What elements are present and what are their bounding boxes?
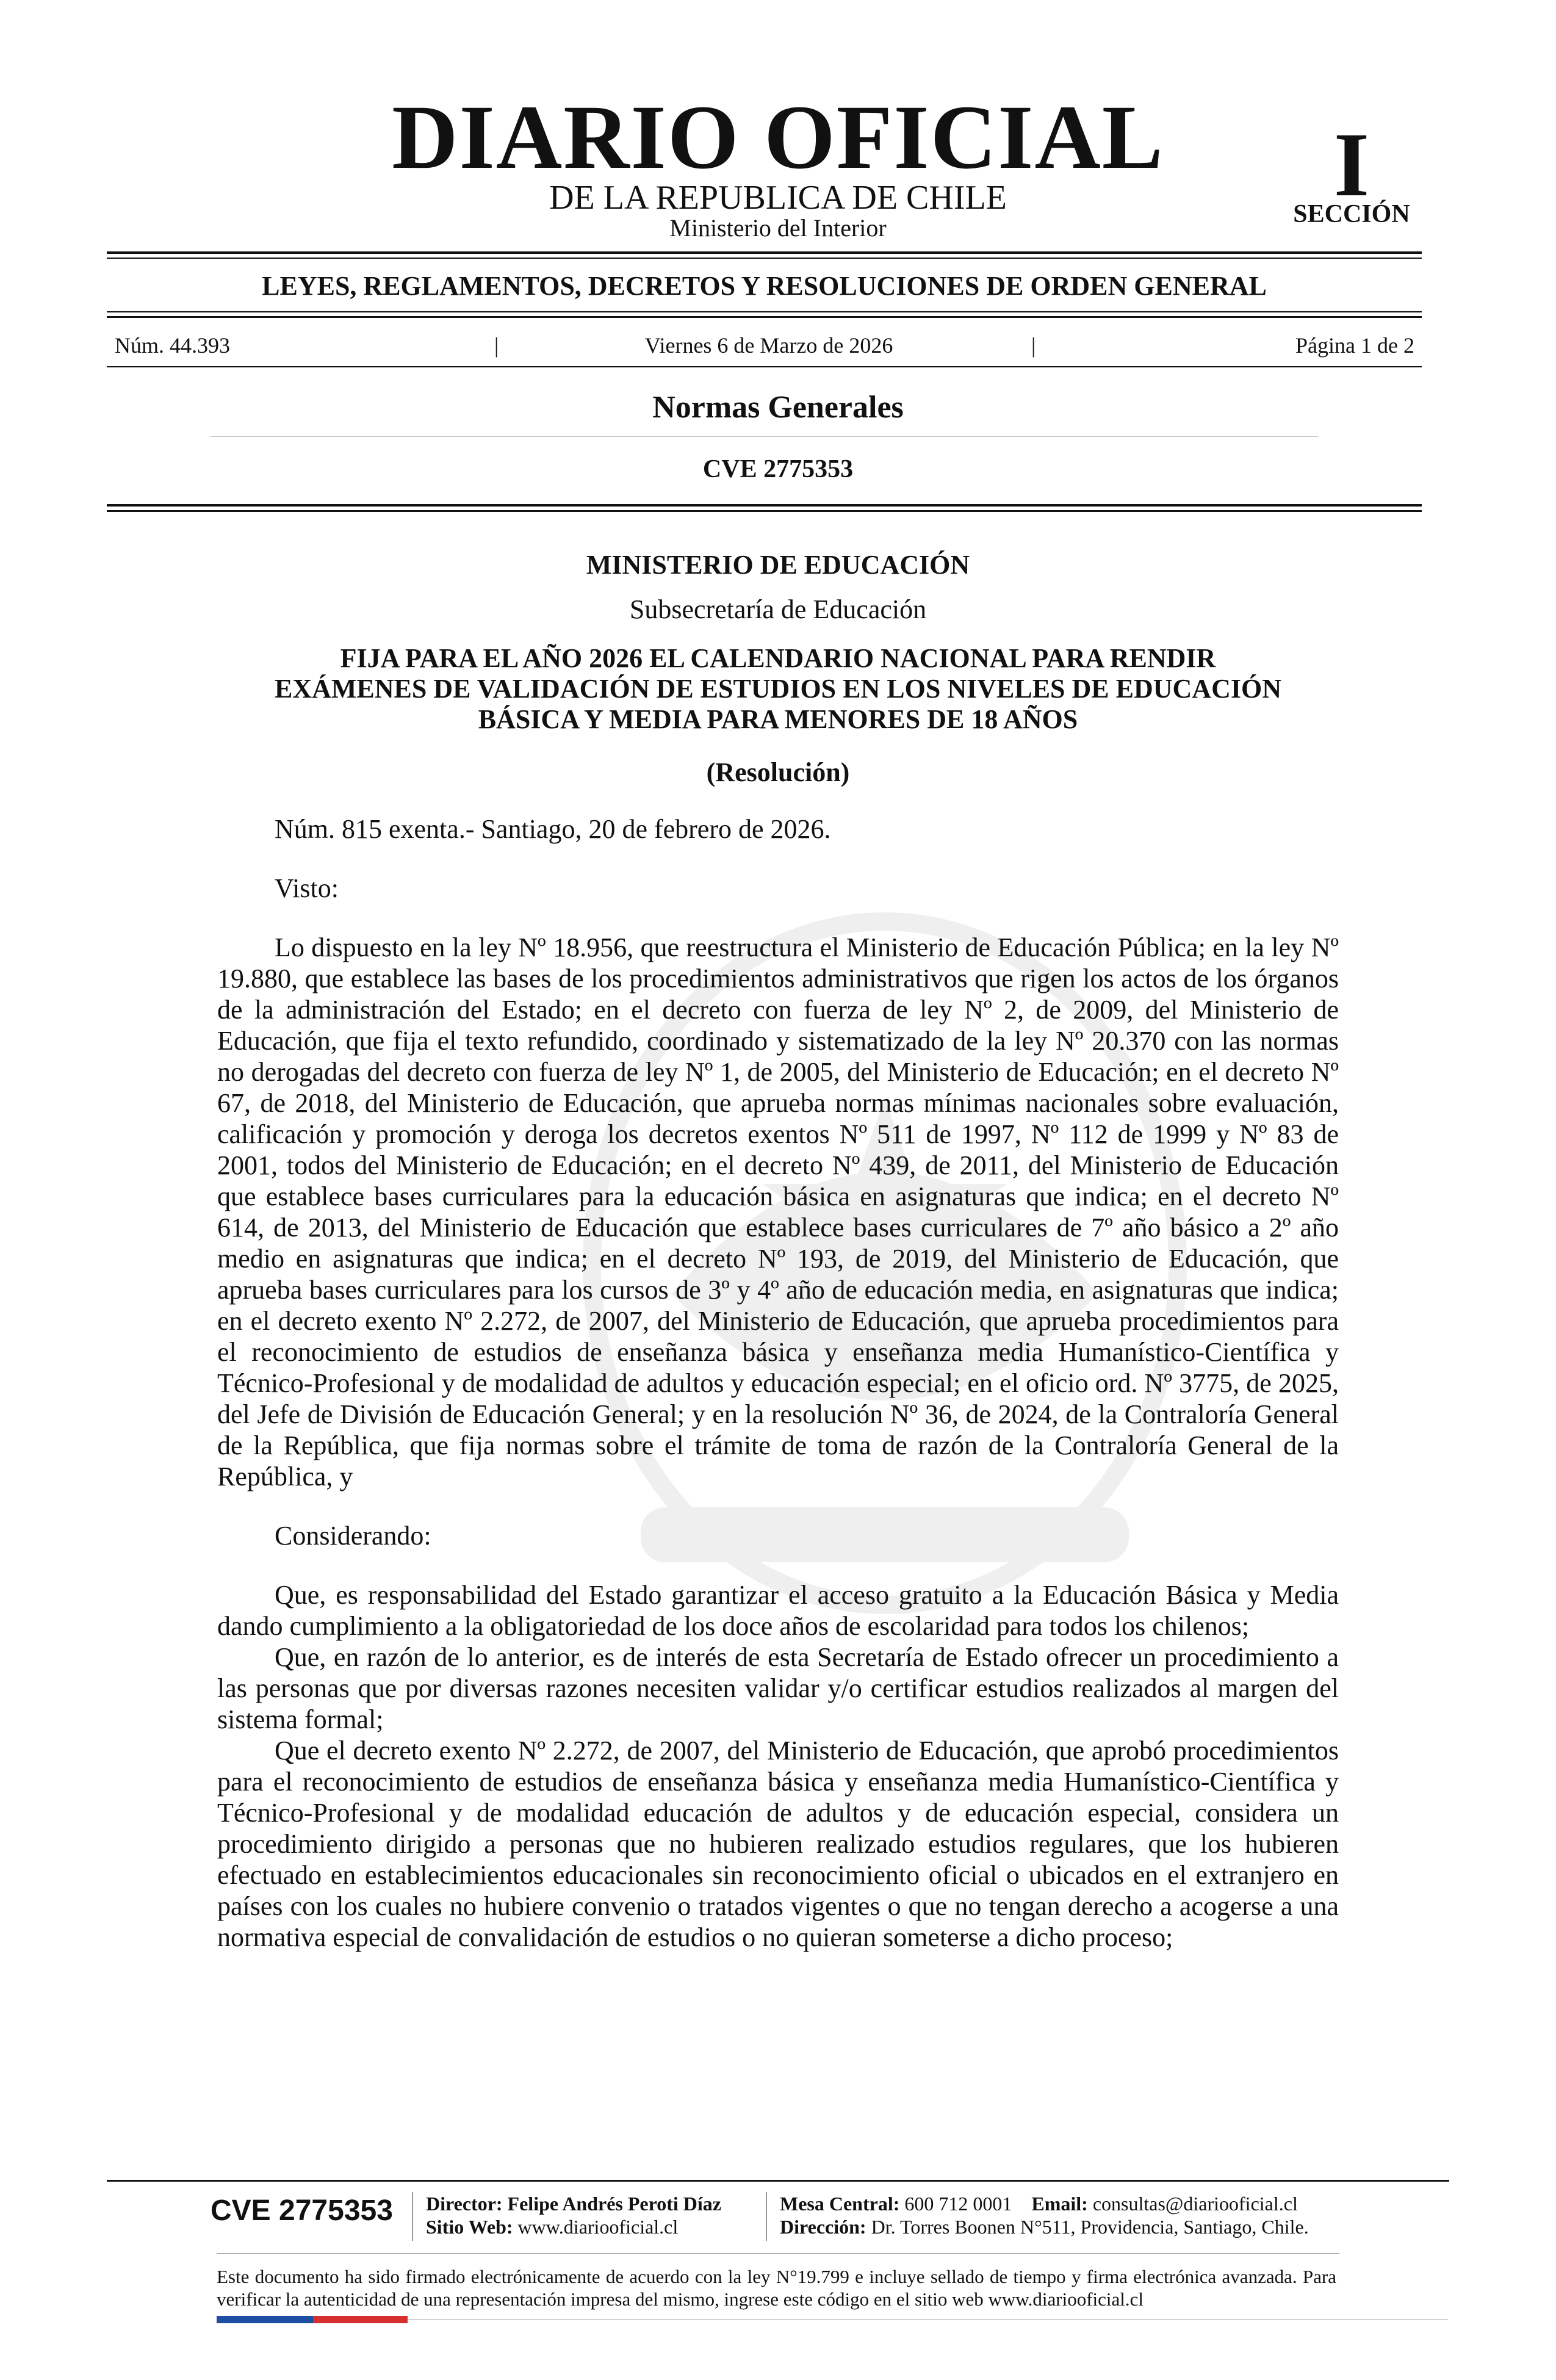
visto-label: Visto: bbox=[275, 873, 339, 903]
section-heading: Normas Generales bbox=[652, 390, 904, 425]
footer-cve-code: CVE 2775353 bbox=[211, 2194, 393, 2227]
director-name: Felipe Andrés Peroti Díaz bbox=[507, 2193, 721, 2215]
category-rule-1 bbox=[107, 311, 1422, 312]
flag-stripe-red bbox=[313, 2316, 408, 2323]
flag-line bbox=[408, 2319, 1448, 2320]
section-label: SECCIÓN bbox=[1293, 200, 1410, 228]
email-label: Email: bbox=[1031, 2193, 1088, 2215]
considerando-label: Considerando: bbox=[275, 1521, 431, 1551]
footer-divider bbox=[412, 2192, 413, 2241]
resolution-title-line: FIJA PARA EL AÑO 2026 EL CALENDARIO NACIONAL PARA RENDIR bbox=[340, 643, 1216, 673]
resolution-title-line: EXÁMENES DE VALIDACIÓN DE ESTUDIOS EN LOS NIVELES DE EDUCACIÓN bbox=[275, 674, 1281, 704]
resolution-type: (Resolución) bbox=[706, 757, 850, 787]
header-rule-top bbox=[107, 251, 1422, 254]
considerando-paragraph: Que el decreto exento Nº 2.272, de 2007, del Ministerio de Educación, que aprobó procedimientos para el reconocimiento de estudios de enseñanza básica y enseñanza media Humanístico-Científica y Técnico-Profesional y de modalidad educación de adultos y de educación especial, considera un procedimiento dirigido a personas que no hubieren realizado estudios regulares, que los hubieren efectuado en establecimientos educacionales sin reconocimiento oficial o ubicados en el extranjero en países con los cuales no hubiere convenio o tratados vigentes o que no tengan derecho a acogerse a una normativa especial de convalidación de estudios o no quieran someterse a dicho proceso; bbox=[217, 1736, 1339, 1952]
category-rule-2 bbox=[107, 316, 1422, 318]
document-body bbox=[217, 549, 1339, 1953]
considerando-paragraph: Que, es responsabilidad del Estado garantizar el acceso gratuito a la Educación Básica y Media dando cumplimiento a la obligatoriedad de los doce años de escolaridad para todos los chilenos; bbox=[217, 1580, 1339, 1641]
footer-inner-rule bbox=[217, 2253, 1339, 2254]
footer-contact-block bbox=[780, 2192, 1309, 2238]
phone-number: 600 712 0001 bbox=[904, 2193, 1012, 2215]
resolution-number-line: Núm. 815 exenta.- Santiago, 20 de febrero de 2026. bbox=[275, 814, 831, 844]
address-text: Dr. Torres Boonen N°511, Providencia, Santiago, Chile. bbox=[871, 2216, 1309, 2238]
footer-rule bbox=[107, 2180, 1449, 2182]
category-heading: LEYES, REGLAMENTOS, DECRETOS Y RESOLUCIONES DE ORDEN GENERAL bbox=[262, 271, 1267, 301]
page-indicator: Página 1 de 2 bbox=[1295, 333, 1414, 358]
masthead-subtitle: DE LA REPUBLICA DE CHILE bbox=[549, 179, 1007, 217]
address-label: Dirección: bbox=[780, 2216, 866, 2238]
issuing-ministry: MINISTERIO DE EDUCACIÓN bbox=[586, 550, 970, 580]
footer-divider bbox=[766, 2192, 767, 2241]
director-label: Director: bbox=[426, 2193, 503, 2215]
flag-stripe-blue bbox=[217, 2316, 313, 2323]
masthead-title: DIARIO OFICIAL bbox=[392, 87, 1164, 188]
email-link[interactable]: consultas@diariooficial.cl bbox=[1092, 2193, 1298, 2215]
cve-code: CVE 2775353 bbox=[702, 455, 854, 483]
phone-label: Mesa Central: bbox=[780, 2193, 900, 2215]
signature-disclaimer: Este documento ha sido firmado electrónicamente de acuerdo con la ley N°19.799 e incluye sellado de tiempo y firma electrónica avanzada. Para verificar la autenticidad de una representación impresa del mismo, ingrese este código en el sitio web www.diariooficial.cl bbox=[217, 2266, 1336, 2310]
resolution-title bbox=[217, 643, 1339, 735]
considerando-paragraph: Que, en razón de lo anterior, es de interés de esta Secretaría de Estado ofrecer un procedimiento a las personas que por diversas razones necesiten validar y/o certificar estudios realizados al margen del sistema formal; bbox=[217, 1642, 1339, 1734]
section-number: I bbox=[1333, 114, 1370, 215]
issue-number: Núm. 44.393 bbox=[115, 333, 230, 358]
info-rule bbox=[107, 366, 1422, 367]
visto-paragraph: Lo dispuesto en la ley Nº 18.956, que reestructura el Ministerio de Educación Pública; en la ley Nº 19.880, que establece las bases de los procedimientos administrativos que rigen los actos de los órganos de la administración del Estado; en el decreto con fuerza de ley Nº 2, de 2009, del Ministerio de Educación, que fija el texto refundido, coordinado y sistematizado de la ley Nº 20.370 con las normas no derogadas del decreto con fuerza de ley Nº 1, de 2005, del Ministerio de Educación; en el decreto Nº 67, de 2018, del Ministerio de Educación, que aprueba normas mínimas nacionales sobre evaluación, calificación y promoción y deroga los decretos exentos Nº 511 de 1997, Nº 112 de 1999 y Nº 83 de 2001, todos del Ministerio de Educación; en el decreto Nº 439, de 2011, del Ministerio de Educación que establece bases curriculares para la educación básica en asignaturas que indica; en el decreto Nº 614, de 2013, del Ministerio de Educación que establece bases curriculares de 7º año básico a 2º año medio en asignaturas que indica; en el decreto Nº 193, de 2019, del Ministerio de Educación, que aprueba bases curriculares para los cursos de 3º y 4º año de educación media, en asignaturas que indica; en el decreto exento Nº 2.272, de 2007, del Ministerio de Educación, que aprueba procedimientos para el reconocimiento de estudios de enseñanza básica y enseñanza media Humanístico-Científica y Técnico-Profesional y de modalidad de adultos y educación especial; en el oficio ord. Nº 3775, de 2025, del Jefe de División de Educación General; y en la resolución Nº 36, de 2024, de la Contraloría General de la República, que fija normas sobre el trámite de toma de razón de la Contraloría General de la República, y bbox=[217, 932, 1339, 1491]
cve-rule-thick bbox=[107, 504, 1422, 507]
info-separator: | bbox=[1031, 333, 1036, 358]
website-label: Sitio Web: bbox=[426, 2216, 513, 2238]
header-rule-top-thin bbox=[107, 258, 1422, 259]
website-link[interactable]: www.diariooficial.cl bbox=[517, 2216, 679, 2238]
subsecretary: Subsecretaría de Educación bbox=[629, 594, 927, 624]
resolution-title-line: BÁSICA Y MEDIA PARA MENORES DE 18 AÑOS bbox=[478, 704, 1078, 734]
masthead-ministry: Ministerio del Interior bbox=[669, 214, 887, 242]
info-separator: | bbox=[494, 333, 499, 358]
issue-date: Viernes 6 de Marzo de 2026 bbox=[644, 333, 893, 358]
footer-director-block bbox=[426, 2192, 721, 2238]
section-heading-rule bbox=[211, 436, 1318, 437]
cve-rule-thin bbox=[107, 510, 1422, 512]
